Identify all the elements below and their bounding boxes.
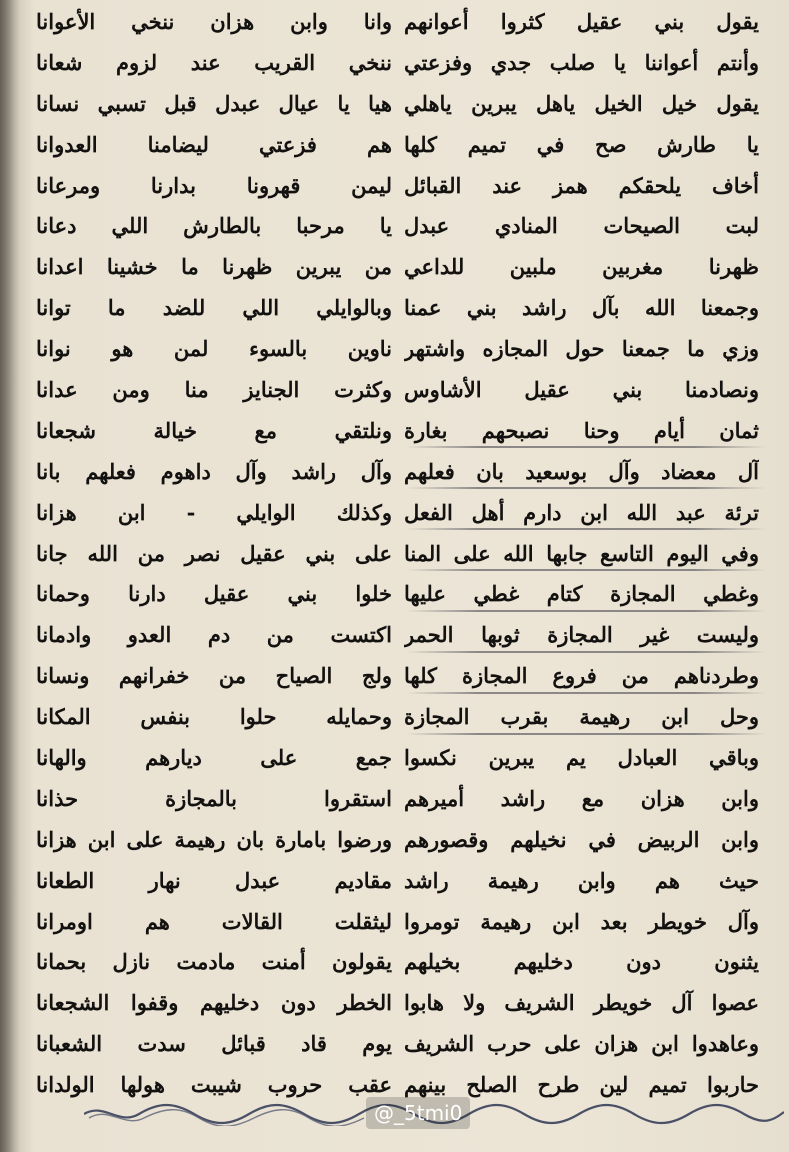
verse-line: آل معضاد وآل بوسعيد بان فعلهم (404, 458, 759, 484)
verse-line: على بني عقيل نصر من الله جانا (36, 540, 392, 566)
pencil-underline (406, 569, 766, 571)
right-column-verses (404, 2, 759, 1106)
left-column-verses (36, 2, 392, 1106)
verse-line: يقول بني عقيل كثروا أعوانهم (404, 9, 759, 34)
verse-line: عصوا آل خويطر الشريف ولا هابوا (404, 990, 759, 1016)
pencil-underline (406, 610, 766, 612)
verse-line: ننخي القريب عند لزوم شعانا (36, 49, 392, 75)
verse-line: حاربوا تميم لين طرح الصلح بينهم (404, 1072, 759, 1098)
page-gutter-shadow (0, 0, 20, 1152)
verse-line: يثنون دون دخليهم بخيلهم (404, 949, 759, 975)
verse-line: يوم قاد قبائل سدت الشعبانا (36, 1031, 392, 1057)
verse-line: وبالوايلي اللي للضد ما توانا (36, 295, 392, 321)
verse-line: ترئة عبد الله ابن دارم أهل الفعل (404, 499, 759, 525)
verse-line: هم فزعتي ليضامنا العدوانا (36, 131, 392, 157)
verse-line: استقروا بالمجازة حذانا (36, 785, 392, 811)
verse-line: الخطر دون دخليهم وقفوا الشجعانا (36, 990, 392, 1016)
verse-line: ظهرنا مغربين ملبين للداعي (404, 254, 759, 280)
verse-line: ثمان أيام وحنا نصبحهم بغارة (404, 417, 759, 443)
verse-line: ورضوا بامارة بان رهيمة على ابن هزانا (36, 826, 392, 852)
verse-line: ليثقلت القالات هم اومرانا (36, 908, 392, 934)
verse-line: ونصادمنا بني عقيل الأشاوس (404, 377, 759, 403)
verse-line: وغطي المجازة كتام غطي عليها (404, 581, 759, 607)
verse-line: حيث هم وابن رهيمة راشد (404, 867, 759, 893)
pencil-underline (406, 733, 766, 735)
verse-line: لبت الصيحات المنادي عبدل (404, 213, 759, 239)
verse-line: يقول خيل الخيل ياهل يبرين ياهلي (404, 90, 759, 116)
verse-line: خلوا بني عقيل دارنا وحمانا (36, 581, 392, 607)
verse-line: وابن الربيض في نخيلهم وقصورهم (404, 826, 759, 852)
watermark-handle: @_5tmi0 (366, 1097, 470, 1129)
verse-line: هيا يا عيال عبدل قبل تسبي نسانا (36, 90, 392, 116)
pencil-underline (406, 487, 766, 489)
verse-line: ونلتقي مع خيالة شجعانا (36, 417, 392, 443)
verse-line: يا مرحبا بالطارش اللي دعانا (36, 213, 392, 239)
verse-line: وأنتم أعواننا يا صلب جدي وفزعتي (404, 49, 759, 75)
verse-line: جمع على ديارهم والهانا (36, 745, 392, 771)
verse-line: اكتست من دم العدو وادمانا (36, 622, 392, 648)
verse-line: مقاديم عبدل نهار الطعانا (36, 867, 392, 893)
verse-line: وحل ابن رهيمة بقرب المجازة (404, 704, 759, 730)
pencil-underline (406, 446, 766, 448)
verse-line: ولج الصياح من خفرانهم ونسانا (36, 663, 392, 689)
verse-line: وفي اليوم التاسع جابها الله على المنا (404, 540, 759, 566)
verse-line: وآل خويطر بعد ابن رهيمة تومروا (404, 908, 759, 934)
verse-line: ليمن قهرونا بدارنا ومرعانا (36, 172, 392, 198)
verse-line: عقب حروب شيبت هولها الولدانا (36, 1072, 392, 1098)
verse-line: وباقي العبادل يم يبرين نكسوا (404, 745, 759, 771)
verse-line: من يبرين ظهرنا ما خشينا اعدانا (36, 254, 392, 280)
verse-line: وآل راشد وآل داهوم فعلهم بانا (36, 458, 392, 484)
verse-line: يقولون أمنت مادمت نازل بحمانا (36, 949, 392, 975)
pencil-underline (406, 528, 766, 530)
verse-line: يا طارش صح في تميم كلها (404, 131, 759, 157)
verse-line: أخاف يلحقكم همز عند القبائل (404, 172, 759, 198)
verse-line: وابن هزان مع راشد أميرهم (404, 785, 759, 811)
verse-line: ناوين بالسوء لمن هو نوانا (36, 336, 392, 362)
verse-line: وطردناهم من فروع المجازة كلها (404, 663, 759, 689)
verse-line: وكثرت الجنايز منا ومن عدانا (36, 377, 392, 403)
verse-line: وليست غير المجازة ثوبها الحمر (404, 622, 759, 648)
pencil-underline (406, 692, 766, 694)
pencil-underline (406, 651, 766, 653)
verse-line: وكذلك الوايلي - ابن هزانا (36, 499, 392, 525)
verse-line: وعاهدوا ابن هزان على حرب الشريف (404, 1031, 759, 1057)
verse-line: وزي ما جمعنا حول المجازه واشتهر (404, 336, 759, 362)
verse-line: وحمايله حلوا بنفس المكانا (36, 704, 392, 730)
verse-line: وانا وابن هزان ننخي الأعوانا (36, 9, 392, 34)
verse-line: وجمعنا الله بآل راشد بني عمنا (404, 295, 759, 321)
